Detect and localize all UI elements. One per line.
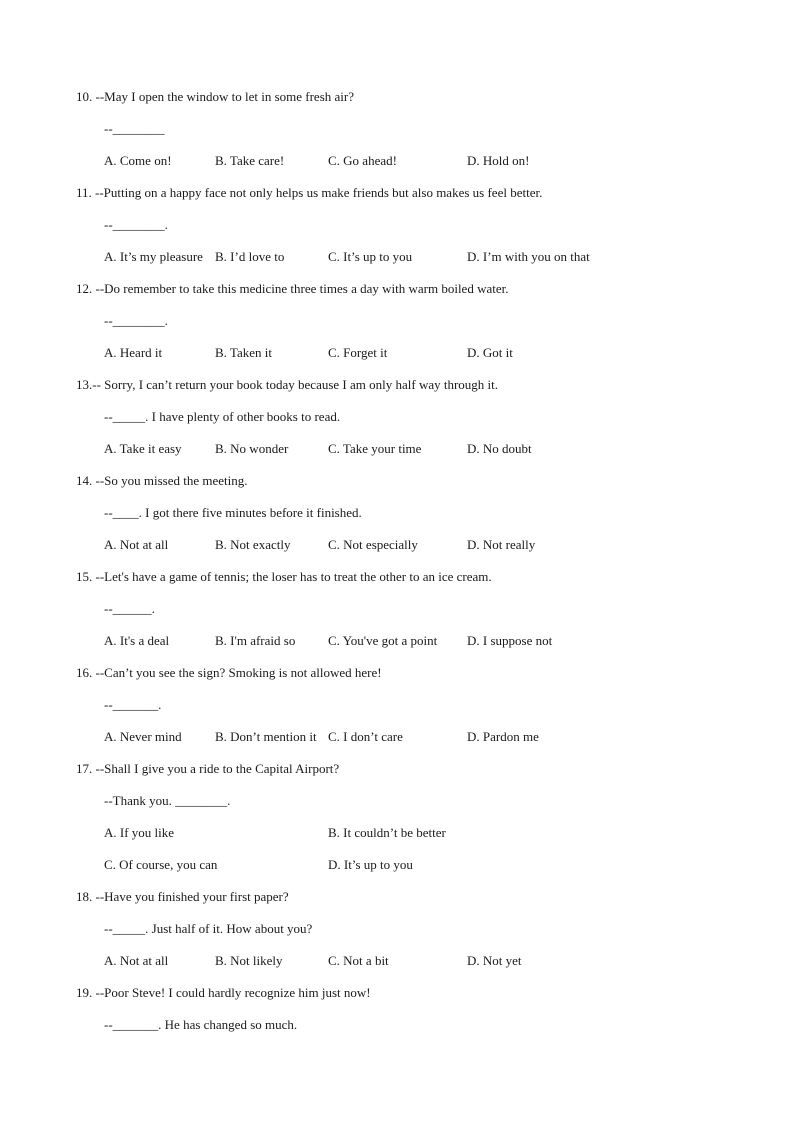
question-15-option-c: C. You've got a point [328, 633, 438, 648]
question-15-option-a: A. It's a deal [104, 633, 170, 648]
question-11-option-b: B. I’d love to [215, 249, 285, 264]
question-11-answer: --________. [104, 217, 168, 232]
question-10-answer: --________ [104, 121, 165, 136]
question-12-option-b: B. Taken it [215, 345, 272, 360]
question-10-option-b: B. Take care! [215, 153, 285, 168]
question-17-answer: --Thank you. ________. [104, 793, 231, 808]
question-15-stem: 15. --Let's have a game of tennis; the loser has to treat the other to an ice cream. [76, 569, 492, 584]
question-15-answer: --______. [104, 601, 155, 616]
question-18-answer: --_____. Just half of it. How about you? [104, 921, 313, 936]
question-16-option-c: C. I don’t care [328, 729, 403, 744]
question-12-answer: --________. [104, 313, 168, 328]
question-12-option-d: D. Got it [467, 345, 513, 360]
question-14-option-a: A. Not at all [104, 537, 169, 552]
question-18-option-a: A. Not at all [104, 953, 169, 968]
question-16-option-d: D. Pardon me [467, 729, 539, 744]
question-11-stem: 11. --Putting on a happy face not only helps us make friends but also makes us feel better. [76, 185, 543, 200]
question-17-option-a: A. If you like [104, 825, 175, 840]
question-10-stem: 10. --May I open the window to let in some fresh air? [76, 89, 354, 104]
question-14-answer: --____. I got there five minutes before it finished. [104, 505, 362, 520]
question-13-answer: --_____. I have plenty of other books to read. [104, 409, 341, 424]
question-12-stem: 12. --Do remember to take this medicine three times a day with warm boiled water. [76, 281, 509, 296]
question-19-answer: --_______. He has changed so much. [104, 1017, 298, 1032]
question-17-stem: 17. --Shall I give you a ride to the Capital Airport? [76, 761, 340, 776]
question-18-option-c: C. Not a bit [328, 953, 389, 968]
question-13-option-b: B. No wonder [215, 441, 289, 456]
question-14-option-d: D. Not really [467, 537, 536, 552]
question-17-option-c: C. Of course, you can [104, 857, 218, 872]
question-10-option-a: A. Come on! [104, 153, 172, 168]
question-13-stem: 13.-- Sorry, I can’t return your book today because I am only half way through it. [76, 377, 499, 392]
question-13-option-d: D. No doubt [467, 441, 532, 456]
question-19-stem: 19. --Poor Steve! I could hardly recognize him just now! [76, 985, 371, 1000]
question-11-option-c: C. It’s up to you [328, 249, 413, 264]
question-18-option-b: B. Not likely [215, 953, 283, 968]
question-16-answer: --_______. [104, 697, 162, 712]
question-10-option-d: D. Hold on! [467, 153, 530, 168]
question-11-option-d: D. I’m with you on that [467, 249, 590, 264]
question-13-option-c: C. Take your time [328, 441, 422, 456]
question-15-option-d: D. I suppose not [467, 633, 553, 648]
question-12-option-c: C. Forget it [328, 345, 388, 360]
question-17-option-d: D. It’s up to you [328, 857, 413, 872]
question-18-option-d: D. Not yet [467, 953, 522, 968]
question-15-option-b: B. I'm afraid so [215, 633, 296, 648]
question-16-option-b: B. Don’t mention it [215, 729, 317, 744]
question-11-option-a: A. It’s my pleasure [104, 249, 203, 264]
question-14-option-b: B. Not exactly [215, 537, 291, 552]
question-14-option-c: C. Not especially [328, 537, 418, 552]
question-12-option-a: A. Heard it [104, 345, 163, 360]
question-17-option-b: B. It couldn’t be better [328, 825, 446, 840]
question-16-option-a: A. Never mind [104, 729, 182, 744]
question-14-stem: 14. --So you missed the meeting. [76, 473, 248, 488]
question-10-option-c: C. Go ahead! [328, 153, 397, 168]
question-18-stem: 18. --Have you finished your first paper? [76, 889, 289, 904]
question-16-stem: 16. --Can’t you see the sign? Smoking is not allowed here! [76, 665, 382, 680]
question-13-option-a: A. Take it easy [104, 441, 182, 456]
